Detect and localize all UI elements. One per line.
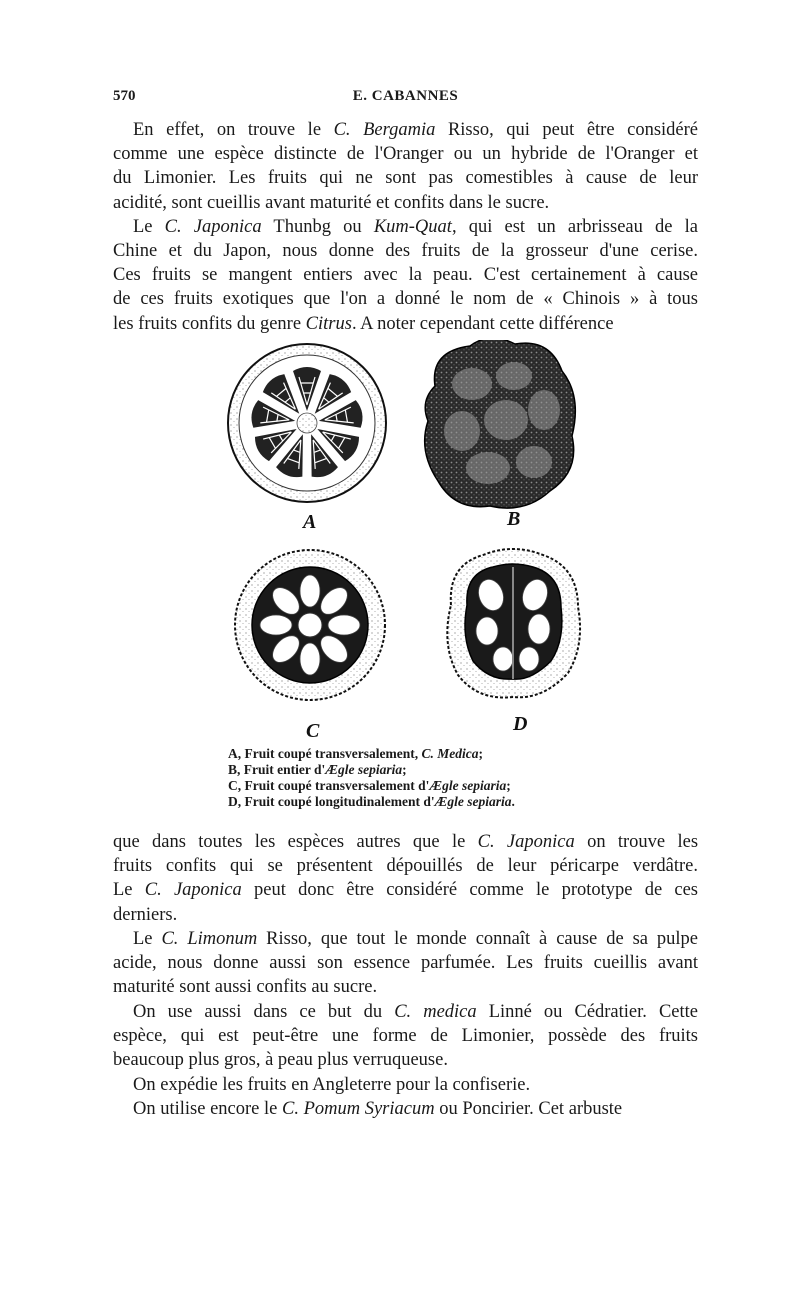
- fig-label-a: A: [303, 511, 317, 533]
- fig-label-d: D: [513, 713, 528, 735]
- paragraph-prototype: [113, 830, 698, 927]
- caption-line-a: A, Fruit coupé transversalement, C. Medica;: [228, 746, 483, 761]
- text-line: espèce, qui est peut-être une forme de Limonier, possède des fruits: [113, 1026, 698, 1047]
- text-line: acide, nous donne aussi son essence parfumée. Les fruits cueillis avant: [113, 953, 698, 973]
- paragraph-poncirier: [113, 1097, 698, 1121]
- text-line: derniers.: [113, 904, 178, 925]
- text-line: En effet, on trouve le C. Bergamia Risso, qui peut être considéré: [133, 120, 698, 140]
- text-line: Le C. Limonum Risso, que tout le monde connaît à cause de sa pulpe: [133, 928, 699, 949]
- paragraph-export: [113, 1073, 698, 1097]
- page-header: [113, 88, 698, 110]
- fruit-b-illustration: [425, 340, 576, 508]
- running-head: E. CABANNES: [352, 88, 459, 104]
- caption-line-b: B, Fruit entier d'Ægle sepiaria;: [228, 762, 407, 777]
- fig-label-b: B: [507, 508, 521, 530]
- fruit-d-illustration: [447, 549, 580, 698]
- text-line: On expédie les fruits en Angleterre pour la confiserie.: [133, 1075, 531, 1095]
- caption-line-c: C, Fruit coupé transversalement d'Ægle sepiaria;: [228, 778, 511, 793]
- text-line: beaucoup plus gros, à peau plus verruqueuse.: [113, 1050, 448, 1071]
- text-line: maturité sont aussi confits au sucre.: [113, 977, 378, 998]
- text-line: Le C. Japonica Thunbg ou Kum-Quat, qui est un arbrisseau de la: [133, 216, 699, 237]
- fig-label-c: C: [306, 720, 320, 742]
- paragraph-medica: [113, 1000, 698, 1073]
- figure-caption: [228, 746, 628, 810]
- text-line: Le C. Japonica peut donc être considéré comme le prototype de ces: [113, 880, 699, 901]
- text-line: acidité, sont cueillis avant maturité et confits dans le sucre.: [113, 192, 550, 213]
- text-line: Ces fruits se mangent entiers avec la peau. C'est certainement à cause: [113, 265, 698, 286]
- text-line: du Limonier. Les fruits qui ne sont pas comestibles à cause de leur: [113, 168, 698, 189]
- paragraph-bergamia: [113, 118, 698, 215]
- caption-line-d: D, Fruit coupé longitudinalement d'Ægle sepiaria.: [228, 794, 515, 809]
- text-line: Chine et du Japon, nous donne des fruits de la grosseur d'une cerise.: [113, 241, 698, 261]
- paragraph-limonum: [113, 927, 698, 1000]
- page-number: 570: [113, 88, 136, 104]
- text-line: fruits confits qui se présentent dépouillés de leur péricarpe verdâtre.: [113, 856, 698, 877]
- fruit-figure: [200, 340, 620, 750]
- fruit-illustrations: [200, 340, 620, 750]
- text-line: On utilise encore le C. Pomum Syriacum ou Poncirier. Cet arbuste: [133, 1099, 623, 1119]
- text-line: les fruits confits du genre Citrus. A noter cependant cette différence: [113, 313, 614, 334]
- text-line: comme une espèce distincte de l'Oranger ou un hybride de l'Oranger et: [113, 144, 698, 165]
- text-line: On use aussi dans ce but du C. medica Linné ou Cédratier. Cette: [133, 1002, 699, 1022]
- text-line: que dans toutes les espèces autres que le C. Japonica on trouve les: [113, 832, 699, 852]
- text-line: de ces fruits exotiques que l'on a donné le nom de « Chinois » à tous: [113, 289, 698, 310]
- fruit-a-illustration: [228, 344, 386, 502]
- paragraph-japonica: [113, 215, 698, 336]
- fruit-c-illustration: [235, 550, 385, 700]
